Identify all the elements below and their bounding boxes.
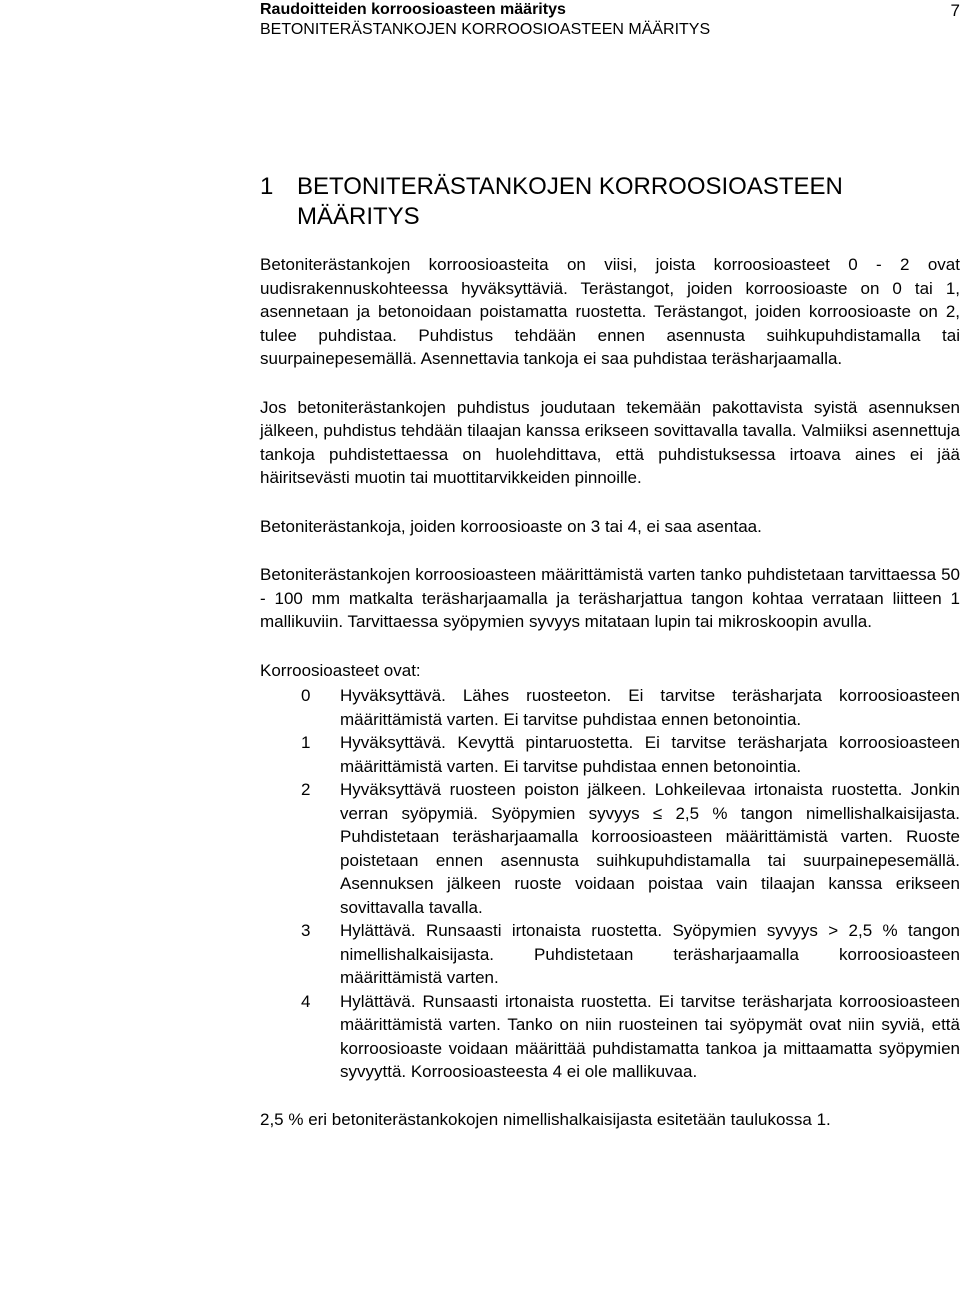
paragraph-cleaning-after-install: Jos betoniterästankojen puhdistus joudutaan tekemään pakottavista syistä asennuksen jälkeen, puhdistus tehdään tilaajan kanssa erikseen sovittavalla tavalla. Valmiiksi asennettuja tankoja puhdistettaessa on huolehdittava, että puhdistuksessa irtoava aines ei jää häiritsevästi muotin tai muottitarvikkeiden pinnoille. [260, 397, 960, 487]
body-text [260, 253, 960, 1131]
chapter-title: BETONITERÄSTANKOJEN KORROOSIOASTEEN MÄÄRITYS [297, 173, 843, 230]
grades-heading: Korroosioasteet ovat: [260, 660, 421, 680]
header-document-title: Raudoitteiden korroosioasteen määritys [260, 1, 566, 18]
grade-item [260, 990, 960, 1084]
page-number: 7 [950, 1, 960, 20]
paragraph-closing: 2,5 % eri betoniterästankokojen nimellishalkaisijasta esitetään taulukossa 1. [260, 1109, 831, 1129]
chapter-heading [260, 172, 940, 232]
grade-description: Hyväksyttävä. Kevyttä pintaruostetta. Ei tarvitse teräsharjata korroosioasteen määrittämistä varten. Ei tarvitse puhdistaa ennen betonointia. [340, 733, 960, 776]
grade-item [260, 731, 960, 778]
chapter-number: 1 [260, 173, 274, 200]
paragraph-grade-3-4-rule: Betoniterästankoja, joiden korroosioaste on 3 tai 4, ei saa asentaa. [260, 516, 762, 536]
grade-item [260, 919, 960, 990]
grade-description: Hyväksyttävä. Lähes ruosteeton. Ei tarvitse teräsharjata korroosioasteen määrittämistä varten. Ei tarvitse puhdistaa ennen betonointia. [340, 686, 960, 729]
paragraph-determination-method: Betoniterästankojen korroosioasteen määrittämistä varten tanko puhdistetaan tarvittaessa 50 - 100 mm matkalta teräsharjaamalla ja teräsharjattua tangon kohtaa verrataan liitteen 1 mallikuviin. Tarvittaessa syöpymien syvyys mitataan lupin tai mikroskoopin avulla. [260, 565, 960, 631]
grade-number: 1 [301, 733, 311, 752]
grade-item [260, 778, 960, 919]
header-section-title: BETONITERÄSTANKOJEN KORROOSIOASTEEN MÄÄRITYS [260, 21, 711, 38]
grade-description: Hylättävä. Runsaasti irtonaista ruostetta. Ei tarvitse teräsharjata korroosioasteen määrittämistä varten. Tanko on niin ruosteinen tai syöpymät ovat niin syviä, että korroosioaste voidaan määrittää puhdistamatta tankoa ja mittaamatta syöpymien syvyyttä. Korroosioasteesta 4 ei ole mallikuvaa. [340, 991, 960, 1081]
grade-number: 0 [301, 686, 311, 705]
grade-number: 2 [301, 780, 311, 799]
grade-description: Hyväksyttävä ruosteen poiston jälkeen. Lohkeilevaa irtonaista ruostetta. Jonkin verran syöpymiä. Syöpymien syvyys ≤ 2,5 % tangon nimellishalkaisijasta. Puhdistetaan teräsharjaamalla korroosioasteen määrittämistä varten. Ruoste poistetaan ennen asennusta suihkupuhdistamalla tai suurpainepesemällä. Asennuksen jälkeen ruoste voidaan poistaa vain tilaajan kanssa erikseen sovittavalla tavalla. [340, 780, 960, 917]
grade-number: 3 [301, 921, 311, 940]
grade-number: 4 [301, 991, 311, 1011]
running-header [260, 0, 960, 40]
paragraph-intro: Betoniterästankojen korroosioasteita on viisi, joista korroosioasteet 0 - 2 ovat uudisrakennuskohteessa hyväksyttäviä. Terästangot, joiden korroosioaste on 0 tai 1, asennetaan ja betonoidaan poistamatta ruostetta. Terästangot, joiden korroosioaste on 2, tulee puhdistaa. Puhdistus tehdään ennen asennusta suihkupuhdistamalla tai suurpainepesemällä. Asennettavia tankoja ei saa puhdistaa teräsharjaamalla. [260, 255, 960, 368]
corrosion-grades-list [260, 684, 960, 1084]
grade-item [260, 684, 960, 731]
grade-description: Hylättävä. Runsaasti irtonaista ruostetta. Syöpymien syvyys > 2,5 % tangon nimellishalkaisijasta. Puhdistetaan teräsharjaamalla korroosioasteen määrittämistä varten. [340, 921, 960, 987]
